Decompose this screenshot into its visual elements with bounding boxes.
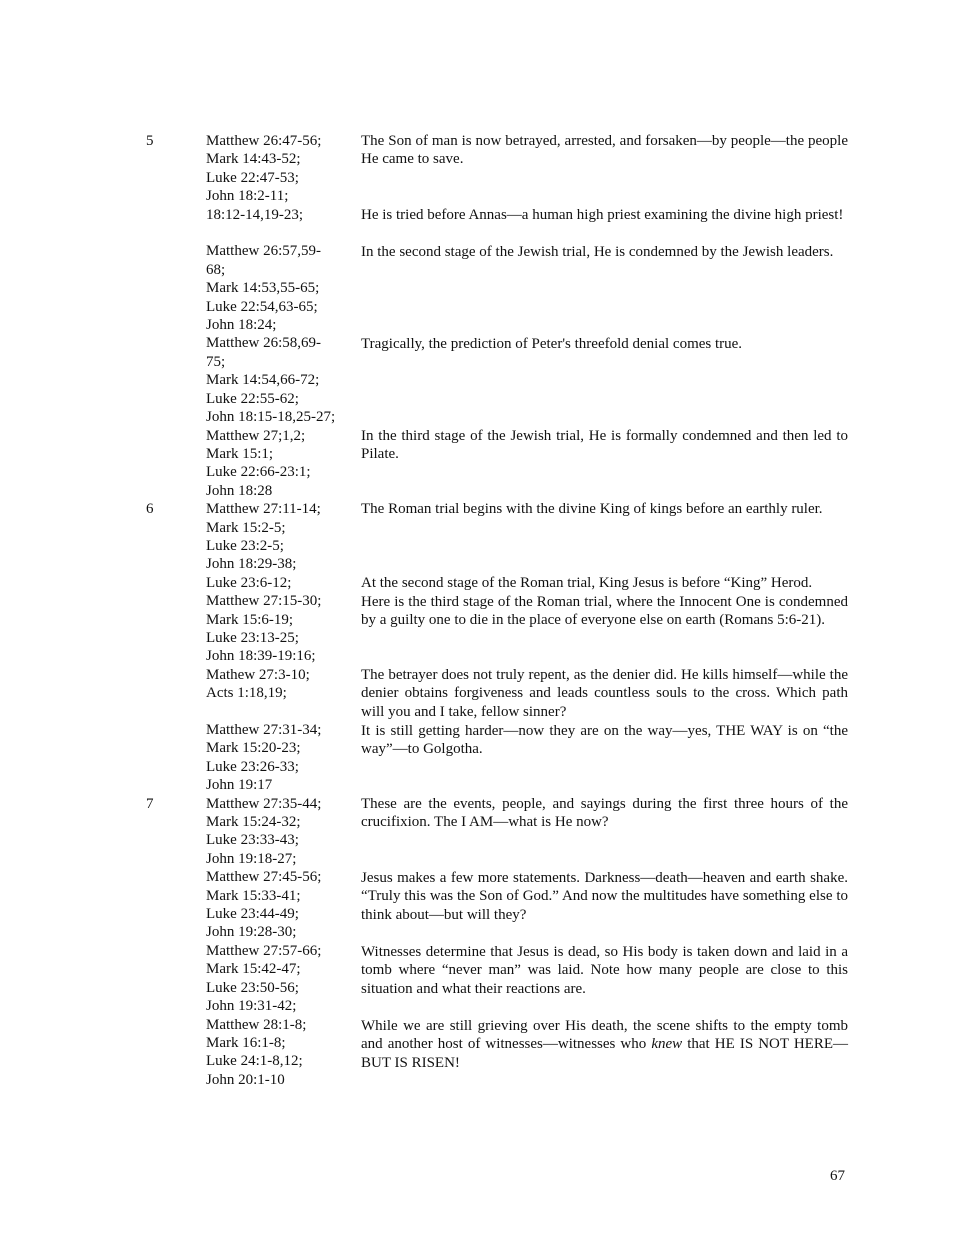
scripture-reference: Mark 16:1-8;: [206, 1034, 286, 1051]
scripture-reference: Luke 23:33-43;: [206, 832, 299, 849]
description-roman-trial-third: Here is the third stage of the Roman trial, where the Innocent One is condemned by a guilty one to die in the place of everyone else on earth (Romans 5:6-21).: [361, 594, 848, 629]
scripture-reference: John 20:1-10: [206, 1071, 285, 1088]
scripture-reference: Luke 24:1-8,12;: [206, 1053, 303, 1070]
description-annas: He is tried before Annas—a human high priest examining the divine high priest!: [361, 207, 844, 223]
scripture-reference: John 18:28: [206, 482, 273, 499]
scripture-reference: Matthew 27:35-44;: [206, 795, 322, 812]
description-darkness: Jesus makes a few more statements. Darkness—death—heaven and earth shake. “Truly this was the Son of God.” And now the multitudes have something else to think about—but will they?: [361, 870, 848, 923]
scripture-reference: Luke 23:50-56;: [206, 979, 299, 996]
resurrection-text-emphasis: knew: [651, 1036, 683, 1053]
scripture-reference: 68;: [206, 261, 226, 278]
description-jewish-trial-third: In the third stage of the Jewish trial, He is formally condemned and then led to Pilate.: [361, 428, 848, 463]
scripture-reference: John 19:31-42;: [206, 998, 297, 1015]
scripture-reference: Luke 22:54,63-65;: [206, 298, 318, 315]
scripture-reference: Mark 15:33-41;: [206, 887, 301, 904]
scripture-reference: Mark 15:24-32;: [206, 814, 301, 831]
scripture-reference: Mark 15:2-5;: [206, 519, 286, 536]
scripture-reference: Matthew 27;1,2;: [206, 427, 306, 444]
scripture-reference: Luke 23:2-5;: [206, 537, 284, 554]
description-resurrection: [361, 1017, 848, 1072]
description-betrayal: The Son of man is now betrayed, arrested, and forsaken—by people—the people He came to save.: [361, 133, 848, 168]
scripture-reference: Acts 1:18,19;: [206, 685, 287, 702]
scripture-reference: 18:12-14,19-23;: [206, 206, 304, 223]
section-number-5: 5: [146, 133, 154, 149]
description-crucifixion: These are the events, people, and sayings during the first three hours of the crucifixion. The I AM—what is He now?: [361, 796, 848, 831]
scripture-reference: Luke 23:6-12;: [206, 574, 292, 591]
scripture-reference: Luke 22:66-23:1;: [206, 464, 311, 481]
scripture-reference: Luke 23:13-25;: [206, 629, 299, 646]
scripture-reference: [206, 703, 351, 721]
scripture-reference: John 18:39-19:16;: [206, 648, 316, 665]
scripture-reference: Luke 22:55-62;: [206, 390, 299, 407]
description-burial: Witnesses determine that Jesus is dead, so His body is taken down and laid in a tomb where “never man” was laid. Note how many people are close to this situation and what their reactions are.: [361, 944, 848, 997]
scripture-reference: Mark 14:53,55-65;: [206, 280, 320, 297]
scripture-reference: Luke 23:26-33;: [206, 758, 299, 775]
scripture-reference: John 18:29-38;: [206, 556, 297, 573]
scripture-reference: Matthew 26:57,59-: [206, 243, 321, 260]
page-number: 67: [830, 1168, 845, 1184]
scripture-reference: Matthew 27:15-30;: [206, 593, 322, 610]
resurrection-text-before: While we are still grieving over His death, the scene shifts to the empty tomb and another host of witnesses—witnesses who: [361, 1018, 848, 1053]
scripture-reference: Matthew 26:58,69-: [206, 335, 321, 352]
scripture-reference: [206, 224, 351, 242]
description-peter-denial: Tragically, the prediction of Peter's threefold denial comes true.: [361, 336, 743, 352]
scripture-reference: Mark 15:6-19;: [206, 611, 294, 628]
scripture-reference: John 19:28-30;: [206, 924, 297, 941]
scripture-reference: Mark 15:42-47;: [206, 961, 301, 978]
scripture-reference: Mark 15:1;: [206, 445, 274, 462]
scripture-reference: Matthew 27:57-66;: [206, 942, 322, 959]
scripture-reference: Luke 22:47-53;: [206, 169, 299, 186]
description-herod: At the second stage of the Roman trial, King Jesus is before “King” Herod.: [361, 575, 813, 591]
scripture-reference: Mark 14:54,66-72;: [206, 372, 320, 389]
scripture-reference: Matthew 27:31-34;: [206, 722, 322, 738]
scripture-reference: Mathew 27:3-10;: [206, 666, 310, 683]
section-number-7: 7: [146, 796, 154, 812]
description-jewish-trial-second: In the second stage of the Jewish trial, He is condemned by the Jewish leaders.: [361, 244, 834, 260]
scripture-reference: Luke 23:44-49;: [206, 906, 299, 923]
scripture-reference: Matthew 28:1-8;: [206, 1016, 307, 1033]
description-roman-trial: The Roman trial begins with the divine King of kings before an earthly ruler.: [361, 501, 823, 517]
section-number-6: 6: [146, 501, 154, 517]
scripture-reference-column: [206, 132, 351, 1089]
scripture-reference: John 18:2-11;: [206, 188, 289, 205]
scripture-reference: 75;: [206, 353, 226, 370]
scripture-reference: John 18:15-18,25-27;: [206, 409, 336, 426]
scripture-reference: Mark 15:20-23;: [206, 740, 301, 757]
description-the-way: It is still getting harder—now they are on the way—yes, THE WAY is on “the way”—to Golgotha.: [361, 723, 848, 758]
scripture-reference: Mark 14:43-52;: [206, 151, 301, 168]
scripture-reference: Matthew 27:45-56;: [206, 869, 322, 886]
scripture-reference: John 19:17: [206, 777, 273, 794]
description-betrayer: The betrayer does not truly repent, as the denier did. He kills himself—while the denier obtains forgiveness and leads countless souls to the cross. Which path will you and I take, fellow sinner?: [361, 667, 848, 720]
scripture-reference: John 18:24;: [206, 317, 277, 334]
scripture-reference: Matthew 27:11-14;: [206, 501, 321, 518]
scripture-reference: John 19:18-27;: [206, 850, 297, 867]
resurrection-text-after: that HE IS NOT HERE—BUT IS RISEN!: [361, 1036, 848, 1071]
scripture-reference: Matthew 26:47-56;: [206, 133, 322, 149]
